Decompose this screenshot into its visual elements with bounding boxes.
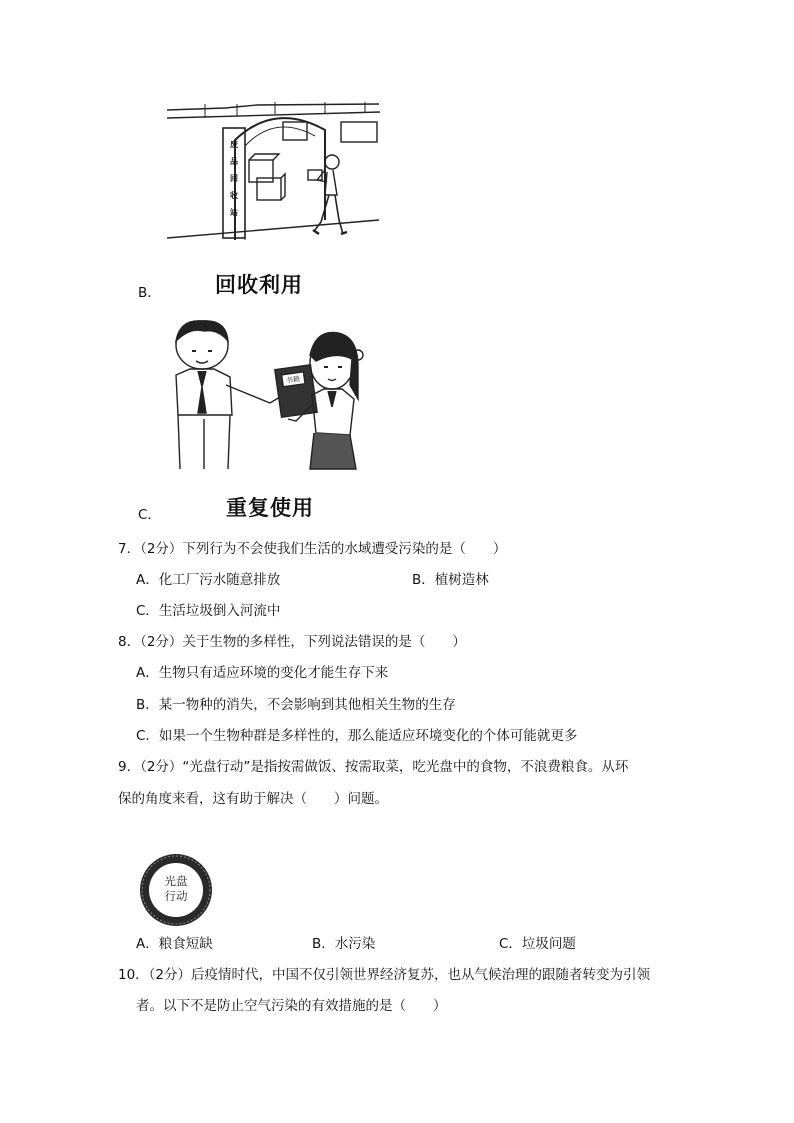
- clean-plate-logo: [138, 852, 214, 928]
- recycling-illustration: [165, 100, 383, 245]
- question-9-stem-line1: 9．（2分）“光盘行动”是指按需做饭、按需取菜，吃光盘中的食物，不浪费粮食。从环: [118, 759, 629, 775]
- question-9-stem-line2: 保的角度来看，这有助于解决（ ）问题。: [118, 791, 388, 807]
- question-9-option-b: B．水污染: [312, 936, 376, 952]
- option-b-letter: B．: [138, 285, 161, 301]
- sign-char: 收: [230, 191, 238, 200]
- question-7-option-b: B．植树造林: [412, 572, 489, 588]
- option-b-caption: 回收利用: [215, 273, 303, 297]
- logo-line2: 行动: [164, 889, 188, 903]
- question-7-stem: 7．（2分）下列行为不会使我们生活的水域遭受污染的是（ ）: [118, 541, 507, 557]
- option-c-caption: 重复使用: [226, 496, 314, 520]
- question-7-option-a: A．化工厂污水随意排放: [136, 572, 281, 588]
- question-9-option-c: C．垃圾问题: [499, 936, 576, 952]
- question-7-option-c: C．生活垃圾倒入河流中: [136, 603, 281, 619]
- question-8-option-b: B．某一物种的消失，不会影响到其他相关生物的生存: [136, 697, 456, 713]
- reuse-illustration: [160, 315, 370, 473]
- sign-text: [226, 136, 242, 221]
- sign-char: 废: [230, 140, 238, 149]
- sign-char: 站: [230, 208, 238, 217]
- option-c-letter: C．: [138, 507, 161, 523]
- question-8-stem: 8．（2分）关于生物的多样性，下列说法错误的是（ ）: [118, 634, 466, 650]
- question-10-stem-line1: 10．（2分）后疫情时代，中国不仅引领世界经济复苏，也从气候治理的跟随者转变为引领: [118, 967, 651, 983]
- sign-char: 品: [230, 157, 238, 166]
- question-10-stem-line2: 者。以下不是防止空气污染的有效措施的是（ ）: [136, 998, 447, 1014]
- logo-text: [138, 874, 214, 904]
- book-title: 书籍: [285, 375, 301, 385]
- question-8-option-a: A．生物只有适应环境的变化才能生存下来: [136, 665, 389, 681]
- sign-char: 回: [230, 174, 238, 183]
- question-9-option-a: A．粮食短缺: [136, 936, 213, 952]
- logo-line1: 光盘: [164, 874, 188, 888]
- question-8-option-c: C．如果一个生物种群是多样性的，那么能适应环境变化的个体可能就更多: [136, 728, 578, 744]
